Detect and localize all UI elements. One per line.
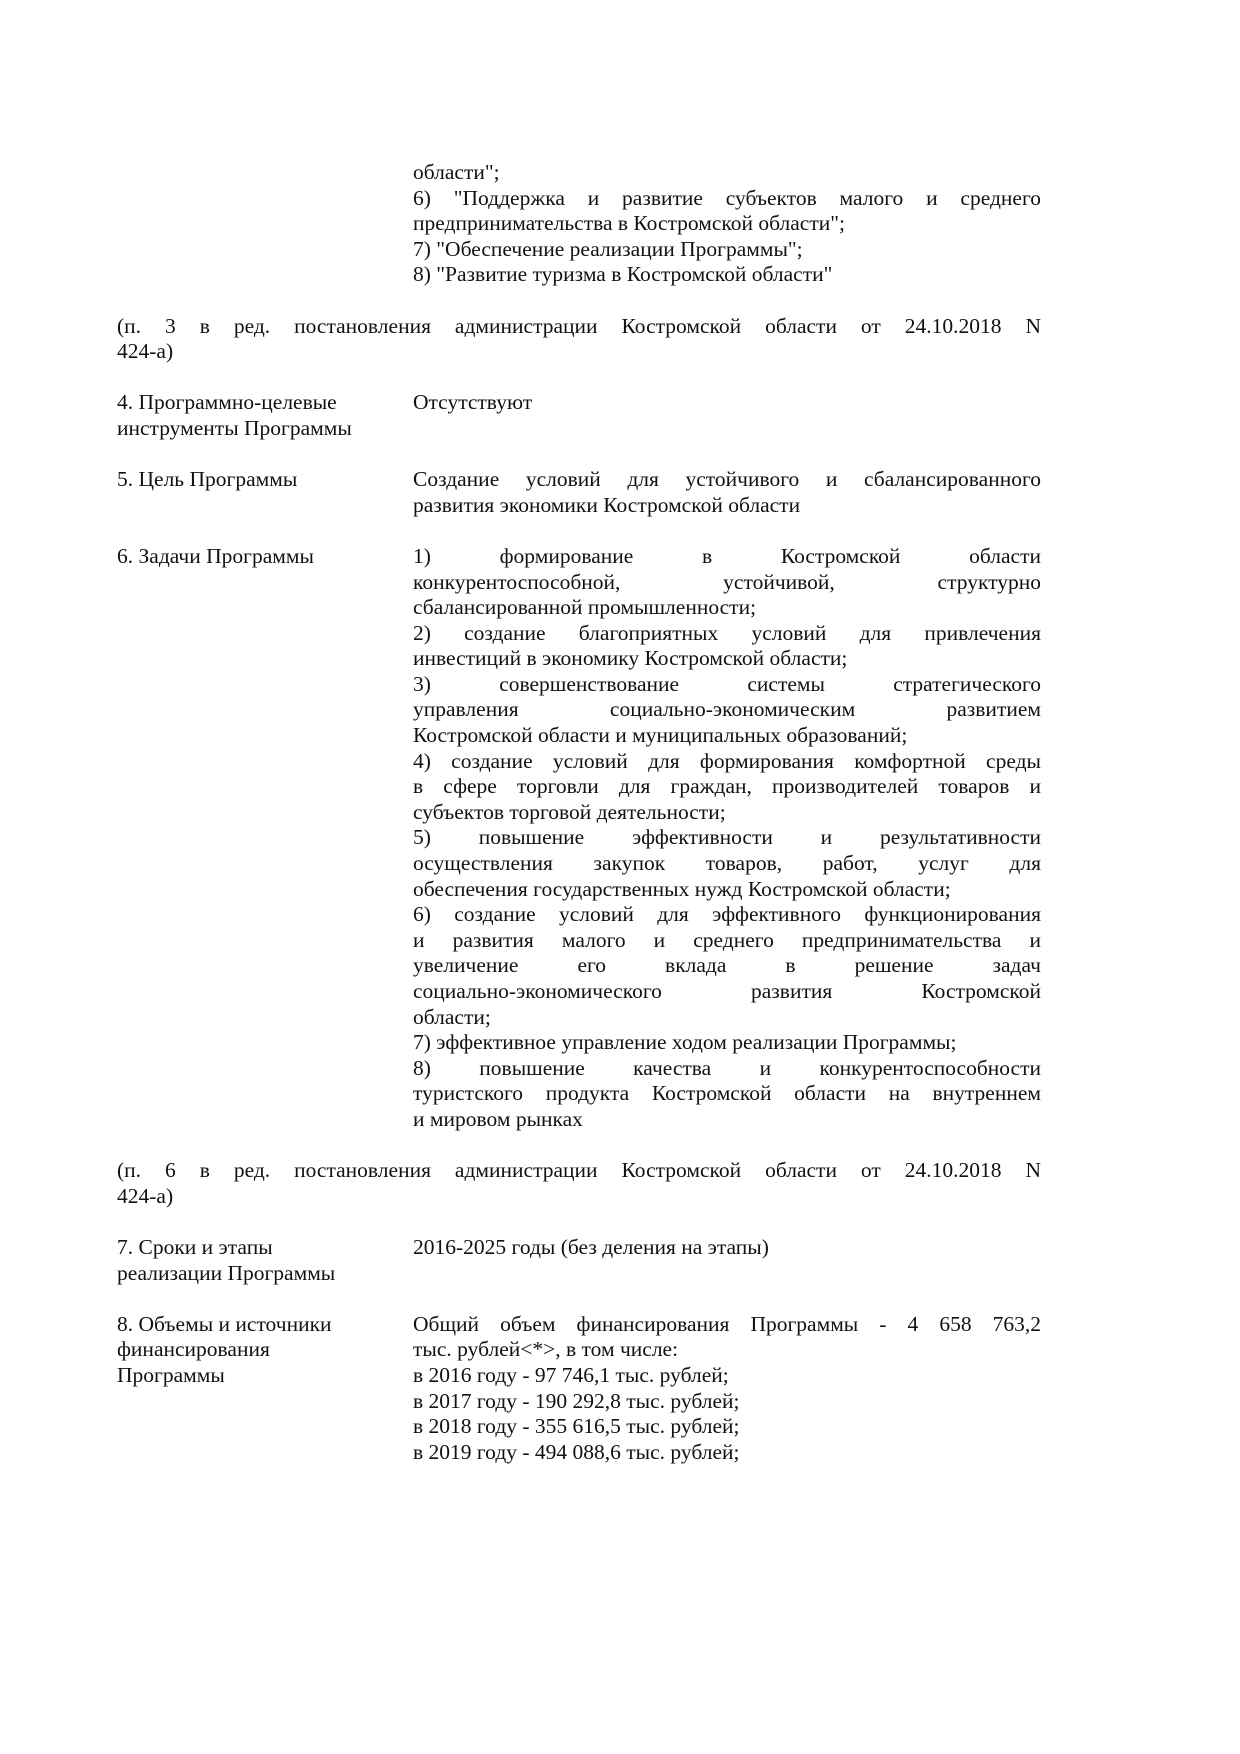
- value-line: Создание условий для устойчивого и сбалансированного: [413, 467, 1041, 492]
- section-8: [117, 1312, 1041, 1466]
- financing-year-line: в 2017 году - 190 292,8 тыс. рублей;: [413, 1388, 740, 1413]
- label-line: реализации Программы: [117, 1260, 336, 1285]
- task-line: в сфере торговли для граждан, производителей товаров и: [413, 774, 1041, 799]
- task-line: 8) повышение качества и конкурентоспособности: [413, 1055, 1041, 1080]
- section-6: [117, 544, 1041, 1133]
- task-line: 2) создание благоприятных условий для привлечения: [413, 620, 1041, 645]
- value-line: Отсутствуют: [413, 390, 533, 415]
- label-line: финансирования: [117, 1337, 270, 1362]
- task-line: 4) создание условий для формирования комфортной среды: [413, 748, 1041, 773]
- task-line: и развития малого и среднего предпринимательства и: [413, 927, 1041, 952]
- section-7-value: [413, 1235, 1041, 1261]
- section-8-label: [117, 1312, 413, 1389]
- label-line: 7. Сроки и этапы: [117, 1234, 273, 1259]
- label-line: Программы: [117, 1362, 225, 1387]
- task-line: 3) совершенствование системы стратегического: [413, 671, 1041, 696]
- task-line: 5) повышение эффективности и результативности: [413, 825, 1041, 850]
- subprogram-line: 6) "Поддержка и развитие субъектов малого и среднего: [413, 185, 1041, 210]
- amendment-note-p3: [117, 314, 1041, 365]
- amendment-note-line: 424-а): [117, 339, 174, 364]
- section-8-value: [413, 1312, 1041, 1466]
- section-5-label: [117, 467, 413, 493]
- label-line: 5. Цель Программы: [117, 467, 298, 492]
- section-5-value: [413, 467, 1041, 518]
- financing-line: тыс. рублей<*>, в том числе:: [413, 1337, 679, 1362]
- section-3-value: [413, 160, 1041, 288]
- financing-year-line: в 2019 году - 494 088,6 тыс. рублей;: [413, 1439, 740, 1464]
- task-line: увеличение его вклада в решение задач: [413, 953, 1041, 978]
- label-line: инструменты Программы: [117, 415, 352, 440]
- section-6-label: [117, 544, 413, 570]
- task-line: туристского продукта Костромской области на внутреннем: [413, 1081, 1041, 1106]
- section-7-label: [117, 1235, 413, 1286]
- task-line: обеспечения государственных нужд Костромской области;: [413, 876, 951, 901]
- task-line: 7) эффективное управление ходом реализации Программы;: [413, 1030, 957, 1055]
- financing-line: Общий объем финансирования Программы - 4 658 763,2: [413, 1311, 1041, 1336]
- amendment-note-line: (п. 6 в ред. постановления администрации Костромской области от 24.10.2018 N: [117, 1158, 1041, 1183]
- task-line: инвестиций в экономику Костромской области;: [413, 646, 848, 671]
- financing-year-line: в 2016 году - 97 746,1 тыс. рублей;: [413, 1362, 729, 1387]
- section-4-value: [413, 390, 1041, 416]
- subprogram-line: 8) "Развитие туризма в Костромской области": [413, 262, 833, 287]
- amendment-note-line: 424-а): [117, 1183, 174, 1208]
- section-7: [117, 1235, 1041, 1286]
- task-line: субъектов торговой деятельности;: [413, 799, 726, 824]
- section-5: [117, 467, 1041, 518]
- task-line: сбалансированной промышленности;: [413, 595, 757, 620]
- value-line: 2016-2025 годы (без деления на этапы): [413, 1234, 769, 1259]
- task-line: и мировом рынках: [413, 1106, 583, 1131]
- subprogram-line: области";: [413, 160, 500, 184]
- section-3-continuation: [117, 160, 1041, 288]
- section-4: [117, 390, 1041, 441]
- financing-year-line: в 2018 году - 355 616,5 тыс. рублей;: [413, 1414, 740, 1439]
- subprogram-line: 7) "Обеспечение реализации Программы";: [413, 236, 803, 261]
- label-line: 6. Задачи Программы: [117, 543, 314, 568]
- section-6-value: [413, 544, 1041, 1133]
- task-line: 1) формирование в Костромской области: [413, 543, 1041, 568]
- label-line: 4. Программно-целевые: [117, 390, 337, 415]
- subprogram-line: предпринимательства в Костромской области";: [413, 211, 845, 236]
- amendment-note-line: (п. 3 в ред. постановления администрации Костромской области от 24.10.2018 N: [117, 313, 1041, 338]
- task-line: осуществления закупок товаров, работ, услуг для: [413, 851, 1041, 876]
- task-line: управления социально-экономическим развитием: [413, 697, 1041, 722]
- task-line: 6) создание условий для эффективного функционирования: [413, 902, 1041, 927]
- amendment-note-p6: [117, 1158, 1041, 1209]
- section-4-label: [117, 390, 413, 441]
- task-line: области;: [413, 1004, 491, 1029]
- document-page: [117, 160, 1041, 1465]
- task-line: социально-экономического развития Костромской: [413, 979, 1041, 1003]
- value-line: развития экономики Костромской области: [413, 492, 801, 517]
- task-line: конкурентоспособной, устойчивой, структурно: [413, 569, 1041, 594]
- task-line: Костромской области и муниципальных образований;: [413, 723, 908, 748]
- label-line: 8. Объемы и источники: [117, 1311, 332, 1336]
